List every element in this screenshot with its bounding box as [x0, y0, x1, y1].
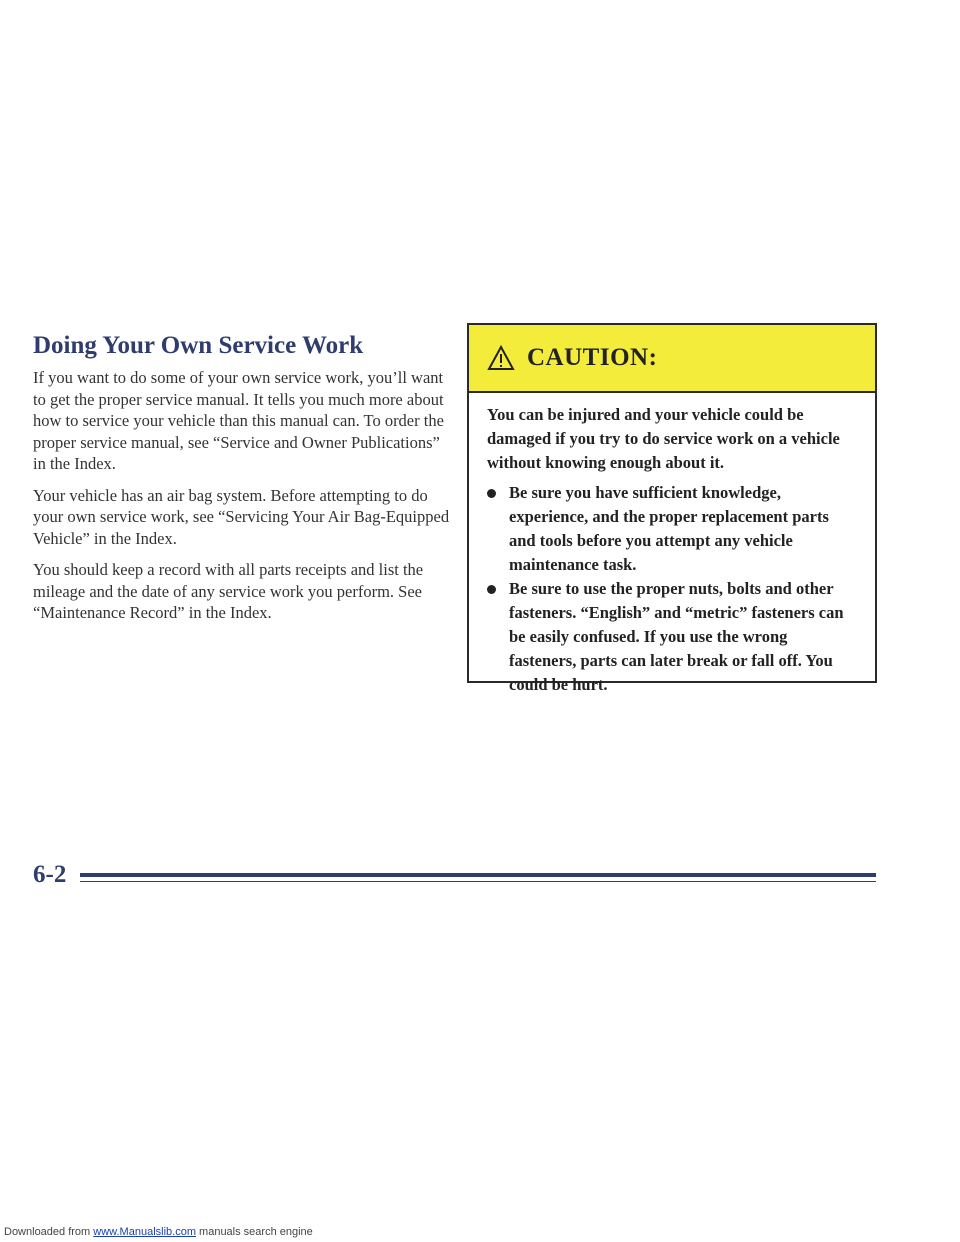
paragraph-maintenance-record: You should keep a record with all parts receipts and list the mileage and the date of any service work you perform. See “Maintenance Record” in the Index. [33, 560, 424, 622]
manualslib-link[interactable]: www.Manualslib.com [93, 1226, 196, 1238]
caution-bullet-text: Be sure you have sufficient knowledge, experience, and the proper replacement parts and tools before you attempt any vehicle maintenance task. [509, 483, 829, 574]
footer-suffix: manuals search engine [195, 1226, 313, 1238]
caution-bullet-text: Be sure to use the proper nuts, bolts and other fasteners. “English” and “metric” fasteners can be easily confused. If you use the wrong fasteners, parts can later break or fall off. You could be hurt. [509, 579, 844, 694]
paragraph-service-manual: If you want to do some of your own service work, you’ll want to get the proper service manual. It tells you much more about how to service your vehicle than this manual can. To order the proper service manual, see “Service and Owner Publications” in the Index. [33, 368, 444, 473]
section-heading: Doing Your Own Service Work [33, 332, 364, 359]
footer-rule [80, 873, 876, 877]
caution-header [469, 325, 875, 393]
caution-title: CAUTION: [527, 344, 658, 371]
bullet-icon [487, 489, 496, 498]
paragraph-air-bag: Your vehicle has an air bag system. Before attempting to do your own service work, see “Servicing Your Air Bag-Equipped Vehicle” in the Index. [33, 485, 450, 548]
footer-rule-thin [80, 881, 876, 882]
caution-intro: You can be injured and your vehicle could be damaged if you try to do service work on a vehicle without knowing enough about it. [487, 405, 840, 472]
caution-box [467, 323, 877, 694]
body-text [33, 367, 453, 634]
caution-body [469, 393, 875, 697]
caution-bullet [487, 577, 857, 697]
bullet-icon [487, 585, 496, 594]
caution-bullet [487, 481, 857, 577]
download-footer [4, 1226, 313, 1238]
page-number: 6-2 [33, 861, 67, 888]
warning-triangle-icon [487, 345, 515, 371]
footer-prefix: Downloaded from [4, 1226, 94, 1238]
